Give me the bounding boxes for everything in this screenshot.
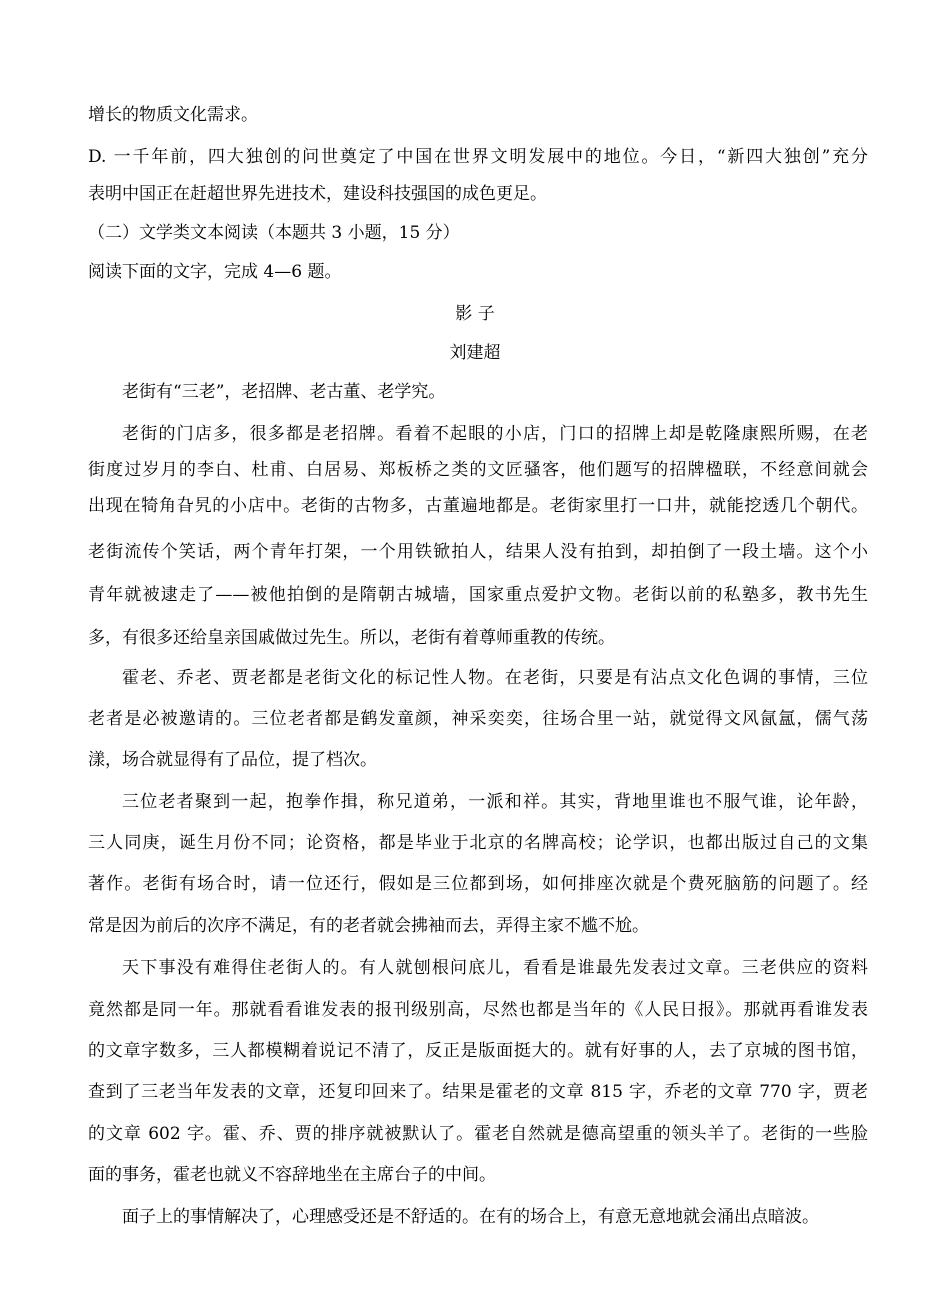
intro-line: 表明中国正在赶超世界先进技术，建设科技强国的成色更足。 <box>88 184 547 204</box>
paragraph-line: 老街流传个笑话，两个青年打架，一个用铁锨拍人，结果人没有拍到，却拍倒了一段土墙。这个小 <box>88 542 868 562</box>
instruction-line: 阅读下面的文字，完成 4—6 题。 <box>88 262 342 282</box>
paragraph-line: 著作。老街有场合时，请一位还行，假如是三位都到场，如何排座次就是个费死脑筋的问题了。经 <box>88 874 868 894</box>
paragraph-line: 街度过岁月的李白、杜甫、白居易、郑板桥之类的文匠骚客，他们题写的招牌楹联，不经意间就会 <box>88 460 868 480</box>
paragraph-line: 的文章字数多，三人都模糊着说记不清了，反正是版面挺大的。就有好事的人，去了京城的图书馆， <box>88 1041 868 1061</box>
paragraph-line: 面子上的事情解决了，心理感受还是不舒适的。在有的场合上，有意无意地就会涌出点暗波。 <box>122 1207 819 1227</box>
paragraph-line: 面的事务，霍老也就义不容辞地坐在主席台子的中间。 <box>88 1165 496 1185</box>
paragraph-line: 三人同庚，诞生月份不同；论资格，都是毕业于北京的名牌高校；论学识，也都出版过自己的文集 <box>88 833 868 853</box>
paragraph-line: 三位老者聚到一起，抱拳作揖，称兄道弟，一派和祥。其实，背地里谁也不服气谁，论年龄， <box>122 792 868 812</box>
paragraph-line: 老街的门店多，很多都是老招牌。看着不起眼的小店，门口的招牌上却是乾隆康熙所赐，在老 <box>122 424 868 444</box>
paragraph-line: 常是因为前后的次序不满足，有的老者就会拂袖而去，弄得主家不尴不尬。 <box>88 916 649 936</box>
paragraph-line: 青年就被逮走了——被他拍倒的是隋朝古城墙，国家重点爱护文物。老街以前的私塾多，教书先生 <box>88 585 868 605</box>
story-title: 影 子 <box>455 304 495 324</box>
paragraph-line: 漾，场合就显得有了品位，提了档次。 <box>88 750 377 770</box>
story-author: 刘建超 <box>449 343 501 363</box>
paragraph-line: 霍老、乔老、贾老都是老街文化的标记性人物。在老街，只要是有沾点文化色调的事情，三位 <box>122 668 868 688</box>
paragraph-line: 天下事没有难得住老街人的。有人就刨根问底儿，看看是谁最先发表过文章。三老供应的资料 <box>122 958 868 978</box>
paragraph-line: 出现在犄角旮旯的小店中。老街的古物多，古董遍地都是。老街家里打一口井，就能挖透几个朝代。 <box>88 496 868 516</box>
paragraph-line: 多，有很多还给皇亲国戚做过先生。所以，老街有着尊师重教的传统。 <box>88 628 615 648</box>
paragraph-line: 的文章 602 字。霍、乔、贾的排序就被默认了。霍老自然就是德高望重的领头羊了。老街的一些脸 <box>88 1124 868 1144</box>
intro-line: D. 一千年前，四大独创的问世奠定了中国在世界文明发展中的地位。今日，“新四大独创”充分 <box>88 147 868 167</box>
section-heading: （二）文学类文本阅读（本题共 3 小题，15 分） <box>88 223 460 243</box>
paragraph-line: 竟然都是同一年。那就看看谁发表的报刊级别高，尽然也都是当年的《人民日报》。那就再看谁发表 <box>88 1000 868 1020</box>
paragraph-line: 老街有“三老”，老招牌、老古董、老学究。 <box>122 382 446 402</box>
paragraph-line: 查到了三老当年发表的文章，还复印回来了。结果是霍老的文章 815 字，乔老的文章 770 字，贾老 <box>88 1082 868 1102</box>
paragraph-line: 老者是必被邀请的。三位老者都是鹤发童颜，神采奕奕，往场合里一站，就觉得文风氤氲，儒气荡 <box>88 709 868 729</box>
intro-line: 增长的物质文化需求。 <box>88 105 258 125</box>
